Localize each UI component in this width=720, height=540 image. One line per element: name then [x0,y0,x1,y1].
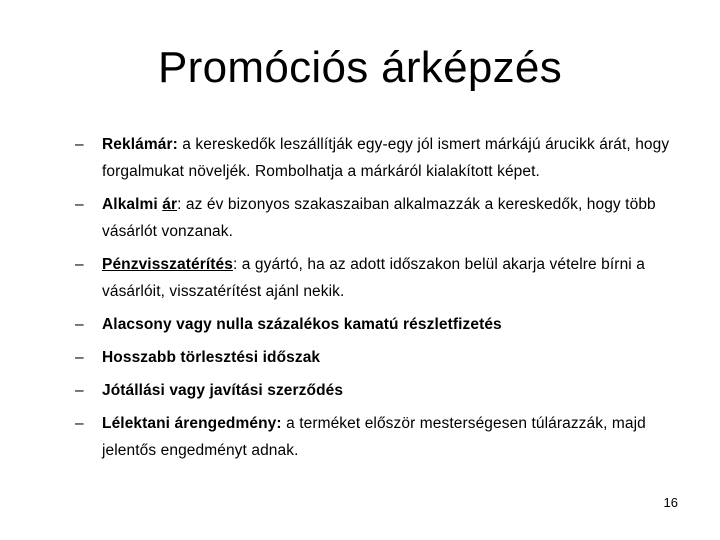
slide-title: Promóciós árképzés [158,43,562,92]
bullet-term: Alacsony vagy nulla százalékos kamatú részletfizetés [102,316,502,333]
bullet-text: : a gyártó, ha az adott időszakon belül akarja vételre bírni a vásárlóit, visszatérítést ajánl nekik. [102,256,645,300]
bullet-dash: – [75,415,84,432]
bullet-reszletfizetes [75,311,695,338]
bullet-term: Alkalmi [102,196,163,213]
bullet-penzvisszateritesi [75,251,695,305]
bullet-term-underlined: Pénzvisszatérítés [102,256,233,273]
bullet-dash: – [75,196,84,213]
bullet-dash: – [75,316,84,333]
bullet-jotallas [75,377,695,404]
bullet-text: a terméket először mesterségesen túlárazzák, majd jelentős engedményt adnak. [102,415,646,459]
bullet-term-underlined: ár [162,196,178,213]
bullet-dash: – [75,256,84,273]
bullet-list [75,131,695,470]
bullet-alkalmi-ar [75,191,695,245]
bullet-dash: – [75,136,84,153]
bullet-term: Lélektani árengedmény: [102,415,282,432]
bullet-reklamar [75,131,695,185]
bullet-text: : az év bizonyos szakaszaiban alkalmazzák a kereskedők, hogy több vásárlót vonzanak. [102,196,656,240]
bullet-term: Hosszabb törlesztési időszak [102,349,321,366]
bullet-term: Reklámár: [102,136,178,153]
bullet-torlesztesi-idoszak [75,344,695,371]
bullet-lelektani-arengedmeny [75,410,695,464]
bullet-dash: – [75,349,84,366]
bullet-dash: – [75,382,84,399]
bullet-text: a kereskedők leszállítják egy-egy jól ismert márkájú árucikk árát, hogy forgalmukat növeljék. Rombolhatja a márkáról kialakított képet. [102,136,670,180]
bullet-term: Jótállási vagy javítási szerződés [102,382,344,399]
page-number: 16 [663,495,678,510]
